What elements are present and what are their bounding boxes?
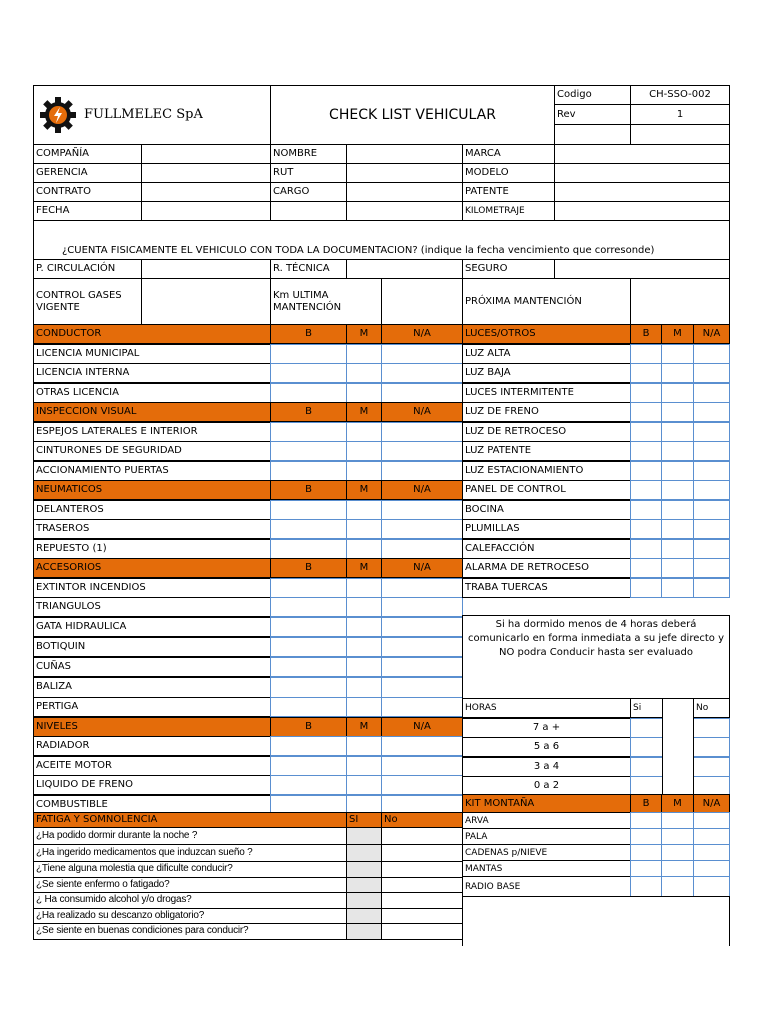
neumaticos-item-label: TRASEROS <box>33 519 271 539</box>
horas-row-si[interactable] <box>630 718 663 738</box>
neumaticos-item-b[interactable] <box>270 519 347 539</box>
company-name: FULLMELEC SpA <box>84 107 203 122</box>
cargo-field[interactable] <box>346 182 463 202</box>
luces-item-b[interactable] <box>630 402 662 422</box>
fatiga-col-si: SI <box>346 812 382 828</box>
accesorios-item-b[interactable] <box>270 657 347 678</box>
niveles-item-label: ACEITE MOTOR <box>33 756 271 776</box>
luces-item-b[interactable] <box>630 344 662 364</box>
nombre-label: NOMBRE <box>270 144 347 164</box>
fecha-field[interactable] <box>141 201 271 221</box>
accesorios-item-m[interactable] <box>346 617 382 638</box>
patente-label: PATENTE <box>462 182 555 202</box>
inspeccion-item-na[interactable] <box>381 461 463 481</box>
luces-col-na: N/A <box>693 324 730 344</box>
kit-item-label: RADIO BASE <box>462 876 631 897</box>
horas-row-no[interactable] <box>693 737 730 757</box>
luces-item-m[interactable] <box>661 383 694 403</box>
conductor-item-label: LICENCIA MUNICIPAL <box>33 344 271 364</box>
inspeccion-item-label: ACCIONAMIENTO PUERTAS <box>33 461 271 481</box>
fatiga-answer-si[interactable] <box>346 827 382 845</box>
inspeccion-item-b[interactable] <box>270 422 347 442</box>
kit-item-label: PALA <box>462 828 631 845</box>
niveles-item-na[interactable] <box>381 736 463 756</box>
inspeccion-item-m[interactable] <box>346 422 382 442</box>
fatiga-question: ¿Ha podido dormir durante la noche ? <box>33 827 347 845</box>
luces-item-b[interactable] <box>630 519 662 539</box>
luces-item-m[interactable] <box>661 500 694 520</box>
niveles-col-na: N/A <box>381 717 463 737</box>
gerencia-field[interactable] <box>141 163 271 183</box>
conductor-item-label: OTRAS LICENCIA <box>33 383 271 403</box>
fatiga-answer-si[interactable] <box>346 923 382 940</box>
kit-section-header: KIT MONTAÑA <box>462 794 631 813</box>
accesorios-item-label: BOTIQUIN <box>33 637 271 658</box>
conductor-item-b[interactable] <box>270 344 347 364</box>
niveles-item-label: LIQUIDO DE FRENO <box>33 775 271 795</box>
niveles-col-b: B <box>270 717 347 737</box>
niveles-item-label: COMBUSTIBLE <box>33 795 271 815</box>
page-title: CHECK LIST VEHICULAR <box>270 85 555 145</box>
horas-row-no[interactable] <box>693 776 730 796</box>
fatiga-answer-si[interactable] <box>346 877 382 894</box>
accesorios-col-na: N/A <box>381 558 463 578</box>
cargo-label: CARGO <box>270 182 347 202</box>
horas-row-no[interactable] <box>693 757 730 777</box>
conductor-col-m: M <box>346 324 382 344</box>
accesorios-col-m: M <box>346 558 382 578</box>
niveles-item-m[interactable] <box>346 736 382 756</box>
accesorios-item-b[interactable] <box>270 617 347 638</box>
gear-bolt-logo-icon <box>38 95 78 135</box>
luces-item-na[interactable] <box>693 539 730 559</box>
luces-item-label: CALEFACCIÓN <box>462 539 631 559</box>
accesorios-col-b: B <box>270 558 347 578</box>
fatiga-question: ¿Ha ingerido medicamentos que induzcan sueño ? <box>33 844 347 862</box>
accesorios-item-na[interactable] <box>381 617 463 638</box>
neumaticos-item-na[interactable] <box>381 519 463 539</box>
kit-item-m[interactable] <box>661 876 694 897</box>
neumaticos-item-label: REPUESTO (1) <box>33 539 271 559</box>
neumaticos-section-header: NEUMATICOS <box>33 480 271 500</box>
p-circulacion-label: P. CIRCULACIÓN <box>33 259 142 279</box>
luces-item-na[interactable] <box>693 519 730 539</box>
horas-row-si[interactable] <box>630 776 663 796</box>
sleep-warning: Si ha dormido menos de 4 horas deberá comunicarlo en forma inmediata a su jefe directo y NO podra Conducir hasta ser evaluado <box>462 615 730 699</box>
rut-field[interactable] <box>346 163 463 183</box>
luces-col-m: M <box>661 324 694 344</box>
fatiga-answer-no[interactable] <box>381 923 463 940</box>
luces-item-m[interactable] <box>661 578 694 598</box>
luces-item-b[interactable] <box>630 422 662 442</box>
kit-item-m[interactable] <box>661 844 694 861</box>
accesorios-item-m[interactable] <box>346 637 382 658</box>
kit-col-na: N/A <box>693 794 730 813</box>
inspeccion-item-label: ESPEJOS LATERALES E INTERIOR <box>33 422 271 442</box>
luces-item-m[interactable] <box>661 519 694 539</box>
proxima-mantencion-field[interactable] <box>630 278 730 325</box>
km-ultima-field[interactable] <box>381 278 463 325</box>
horas-row-no[interactable] <box>693 718 730 738</box>
accesorios-item-b[interactable] <box>270 637 347 658</box>
fatiga-question: ¿Se siente en buenas condiciones para conducir? <box>33 923 347 940</box>
fatiga-question: ¿Ha realizado su descanzo obligatorio? <box>33 908 347 925</box>
accesorios-item-m[interactable] <box>346 597 382 617</box>
patente-field[interactable] <box>554 182 730 202</box>
inspeccion-col-na: N/A <box>381 402 463 422</box>
luces-item-na[interactable] <box>693 578 730 598</box>
luces-item-na[interactable] <box>693 363 730 383</box>
fatiga-answer-si[interactable] <box>346 861 382 878</box>
conductor-item-na[interactable] <box>381 363 463 383</box>
accesorios-item-na[interactable] <box>381 697 463 717</box>
luces-item-b[interactable] <box>630 539 662 559</box>
luces-item-b[interactable] <box>630 500 662 520</box>
kit-item-na[interactable] <box>693 860 730 877</box>
rev-label: Rev <box>554 104 631 125</box>
inspeccion-item-na[interactable] <box>381 441 463 461</box>
niveles-item-m[interactable] <box>346 756 382 776</box>
kit-item-na[interactable] <box>693 828 730 845</box>
accesorios-item-label: PERTIGA <box>33 697 271 717</box>
accesorios-section-header: ACCESORIOS <box>33 558 271 578</box>
horas-row-si[interactable] <box>630 757 663 777</box>
accesorios-item-m[interactable] <box>346 697 382 717</box>
neumaticos-item-m[interactable] <box>346 519 382 539</box>
luces-section-header: LUCES/OTROS <box>462 324 631 344</box>
seguro-label: SEGURO <box>462 259 555 279</box>
luces-item-na[interactable] <box>693 500 730 520</box>
luces-item-b[interactable] <box>630 558 662 578</box>
horas-col-si: Si <box>630 698 663 718</box>
marca-field[interactable] <box>554 144 730 164</box>
accesorios-item-label: TRIANGULOS <box>33 597 271 617</box>
inspeccion-item-b[interactable] <box>270 441 347 461</box>
luces-item-b[interactable] <box>630 383 662 403</box>
luces-item-label: BOCINA <box>462 500 631 520</box>
horas-row-si[interactable] <box>630 737 663 757</box>
fatiga-answer-no[interactable] <box>381 827 463 845</box>
niveles-item-b[interactable] <box>270 775 347 795</box>
neumaticos-col-na: N/A <box>381 480 463 500</box>
inspeccion-item-m[interactable] <box>346 461 382 481</box>
horas-row-label: 3 a 4 <box>462 757 631 777</box>
fatiga-answer-no[interactable] <box>381 861 463 878</box>
accesorios-item-label: EXTINTOR INCENDIOS <box>33 578 271 598</box>
luces-item-b[interactable] <box>630 480 662 500</box>
fatiga-answer-no[interactable] <box>381 877 463 894</box>
luces-item-na[interactable] <box>693 480 730 500</box>
fatiga-question: ¿Se siente enfermo o fatigado? <box>33 877 347 894</box>
neumaticos-col-m: M <box>346 480 382 500</box>
fatiga-answer-no[interactable] <box>381 908 463 925</box>
luces-item-na[interactable] <box>693 422 730 442</box>
kit-item-b[interactable] <box>630 876 662 897</box>
logo-cell <box>33 85 271 145</box>
luces-col-b: B <box>630 324 662 344</box>
luces-item-na[interactable] <box>693 402 730 422</box>
horas-row-label: 0 a 2 <box>462 776 631 796</box>
neumaticos-item-m[interactable] <box>346 500 382 520</box>
neumaticos-col-b: B <box>270 480 347 500</box>
r-tecnica-field[interactable] <box>346 259 463 279</box>
neumaticos-item-b[interactable] <box>270 539 347 559</box>
niveles-item-na[interactable] <box>381 756 463 776</box>
rut-label: RUT <box>270 163 347 183</box>
horas-col-no: No <box>693 698 730 718</box>
fatiga-question: ¿ Ha consumido alcohol y/o drogas? <box>33 892 347 909</box>
niveles-item-na[interactable] <box>381 775 463 795</box>
conductor-item-label: LICENCIA INTERNA <box>33 363 271 383</box>
kit-col-m: M <box>661 794 694 813</box>
fatiga-answer-si[interactable] <box>346 908 382 925</box>
km-ultima-label: Km ULTIMA MANTENCIÓN <box>270 278 382 325</box>
neumaticos-item-b[interactable] <box>270 500 347 520</box>
kit-item-b[interactable] <box>630 860 662 877</box>
accesorios-item-b[interactable] <box>270 597 347 617</box>
luces-item-label: PLUMILLAS <box>462 519 631 539</box>
niveles-item-b[interactable] <box>270 736 347 756</box>
niveles-col-m: M <box>346 717 382 737</box>
luces-item-m[interactable] <box>661 441 694 461</box>
luces-item-label: PANEL DE CONTROL <box>462 480 631 500</box>
fatiga-answer-si[interactable] <box>346 892 382 909</box>
compania-label: COMPAÑÍA <box>33 144 142 164</box>
horas-row-label: 7 a + <box>462 718 631 738</box>
conductor-item-na[interactable] <box>381 383 463 403</box>
contrato-label: CONTRATO <box>33 182 142 202</box>
accesorios-item-na[interactable] <box>381 657 463 678</box>
gerencia-label: GERENCIA <box>33 163 142 183</box>
kilometraje-label: KILOMETRAJE <box>462 201 555 221</box>
accesorios-item-b[interactable] <box>270 697 347 717</box>
kit-item-m[interactable] <box>661 812 694 829</box>
fatiga-answer-no[interactable] <box>381 844 463 862</box>
contrato-field[interactable] <box>141 182 271 202</box>
modelo-field[interactable] <box>554 163 730 183</box>
documentation-question: ¿CUENTA FISICAMENTE EL VEHICULO CON TODA LA DOCUMENTACION? (indique la fecha vencimiento que corresonde) <box>33 220 730 260</box>
luces-item-label: TRABA TUERCAS <box>462 578 631 598</box>
accesorios-item-m[interactable] <box>346 657 382 678</box>
control-gases-label: CONTROL GASES VIGENTE <box>33 278 142 325</box>
rev-value: 1 <box>630 104 730 125</box>
luces-item-label: LUZ ESTACIONAMIENTO <box>462 461 631 481</box>
accesorios-item-m[interactable] <box>346 578 382 598</box>
marca-label: MARCA <box>462 144 555 164</box>
fatiga-answer-si[interactable] <box>346 844 382 862</box>
accesorios-item-na[interactable] <box>381 677 463 698</box>
blank-cell <box>346 201 463 221</box>
luces-item-label: LUZ DE RETROCESO <box>462 422 631 442</box>
luces-item-m[interactable] <box>661 402 694 422</box>
inspeccion-item-na[interactable] <box>381 422 463 442</box>
conductor-item-b[interactable] <box>270 383 347 403</box>
inspeccion-section-header: INSPECCION VISUAL <box>33 402 271 422</box>
luces-item-label: LUZ BAJA <box>462 363 631 383</box>
kit-item-na[interactable] <box>693 812 730 829</box>
neumaticos-item-label: DELANTEROS <box>33 500 271 520</box>
conductor-col-b: B <box>270 324 347 344</box>
neumaticos-item-m[interactable] <box>346 539 382 559</box>
conductor-item-m[interactable] <box>346 363 382 383</box>
luces-item-b[interactable] <box>630 441 662 461</box>
accesorios-item-b[interactable] <box>270 677 347 698</box>
blank-cell <box>270 201 347 221</box>
horas-divider <box>662 698 694 795</box>
luces-item-m[interactable] <box>661 422 694 442</box>
header-blank <box>554 124 631 145</box>
r-tecnica-label: R. TÉCNICA <box>270 259 347 279</box>
luces-item-b[interactable] <box>630 578 662 598</box>
accesorios-item-m[interactable] <box>346 677 382 698</box>
kit-item-b[interactable] <box>630 828 662 845</box>
kit-item-m[interactable] <box>661 828 694 845</box>
niveles-item-m[interactable] <box>346 775 382 795</box>
fatiga-col-no: No <box>381 812 463 828</box>
accesorios-item-label: CUÑAS <box>33 657 271 678</box>
kit-footer-blank <box>462 896 730 946</box>
luces-item-m[interactable] <box>661 480 694 500</box>
luces-item-b[interactable] <box>630 363 662 383</box>
niveles-section-header: NIVELES <box>33 717 271 737</box>
conductor-item-m[interactable] <box>346 383 382 403</box>
kit-item-b[interactable] <box>630 812 662 829</box>
accesorios-item-label: BALIZA <box>33 677 271 698</box>
luces-item-label: LUZ PATENTE <box>462 441 631 461</box>
luces-item-label: ALARMA DE RETROCESO <box>462 558 631 578</box>
fatiga-answer-no[interactable] <box>381 892 463 909</box>
kit-item-na[interactable] <box>693 844 730 861</box>
accesorios-item-b[interactable] <box>270 578 347 598</box>
inspeccion-item-m[interactable] <box>346 441 382 461</box>
fatiga-question: ¿Tiene alguna molestia que dificulte conducir? <box>33 861 347 878</box>
fatiga-section-header: FATIGA Y SOMNOLENCIA <box>33 812 347 828</box>
luces-item-m[interactable] <box>661 363 694 383</box>
luces-item-na[interactable] <box>693 558 730 578</box>
inspeccion-col-b: B <box>270 402 347 422</box>
inspeccion-item-label: CINTURONES DE SEGURIDAD <box>33 441 271 461</box>
conductor-item-na[interactable] <box>381 344 463 364</box>
luces-item-label: LUZ ALTA <box>462 344 631 364</box>
conductor-section-header: CONDUCTOR <box>33 324 271 344</box>
fecha-label: FECHA <box>33 201 142 221</box>
luces-item-m[interactable] <box>661 558 694 578</box>
seguro-field[interactable] <box>554 259 730 279</box>
modelo-label: MODELO <box>462 163 555 183</box>
luces-item-label: LUZ DE FRENO <box>462 402 631 422</box>
kit-col-b: B <box>630 794 662 813</box>
kit-item-b[interactable] <box>630 844 662 861</box>
accesorios-item-na[interactable] <box>381 637 463 658</box>
conductor-col-na: N/A <box>381 324 463 344</box>
luces-item-m[interactable] <box>661 461 694 481</box>
inspeccion-item-b[interactable] <box>270 461 347 481</box>
conductor-item-b[interactable] <box>270 363 347 383</box>
luces-item-m[interactable] <box>661 539 694 559</box>
luces-item-na[interactable] <box>693 461 730 481</box>
header-blank <box>630 124 730 145</box>
p-circulacion-field[interactable] <box>141 259 271 279</box>
codigo-label: Codigo <box>554 85 631 105</box>
neumaticos-item-na[interactable] <box>381 539 463 559</box>
luces-item-na[interactable] <box>693 441 730 461</box>
accesorios-item-na[interactable] <box>381 597 463 617</box>
niveles-item-label: RADIADOR <box>33 736 271 756</box>
neumaticos-item-na[interactable] <box>381 500 463 520</box>
luces-item-m[interactable] <box>661 344 694 364</box>
niveles-item-b[interactable] <box>270 756 347 776</box>
luces-item-na[interactable] <box>693 383 730 403</box>
accesorios-item-na[interactable] <box>381 578 463 598</box>
horas-label: HORAS <box>462 698 631 718</box>
luces-item-label: LUCES INTERMITENTE <box>462 383 631 403</box>
kit-item-label: CADENAS p/NIEVE <box>462 844 631 861</box>
codigo-value: CH-SSO-002 <box>630 85 730 105</box>
kit-item-m[interactable] <box>661 860 694 877</box>
kit-item-label: MANTAS <box>462 860 631 877</box>
horas-row-label: 5 a 6 <box>462 737 631 757</box>
proxima-mantencion-label: PRÓXIMA MANTENCIÓN <box>462 278 631 325</box>
control-gases-field[interactable] <box>141 278 271 325</box>
kit-item-na[interactable] <box>693 876 730 897</box>
luces-item-na[interactable] <box>693 344 730 364</box>
accesorios-item-label: GATA HIDRAULICA <box>33 617 271 638</box>
nombre-field[interactable] <box>346 144 463 164</box>
luces-item-b[interactable] <box>630 461 662 481</box>
inspeccion-col-m: M <box>346 402 382 422</box>
kit-item-label: ARVA <box>462 812 631 829</box>
compania-field[interactable] <box>141 144 271 164</box>
conductor-item-m[interactable] <box>346 344 382 364</box>
kilometraje-field[interactable] <box>554 201 730 221</box>
